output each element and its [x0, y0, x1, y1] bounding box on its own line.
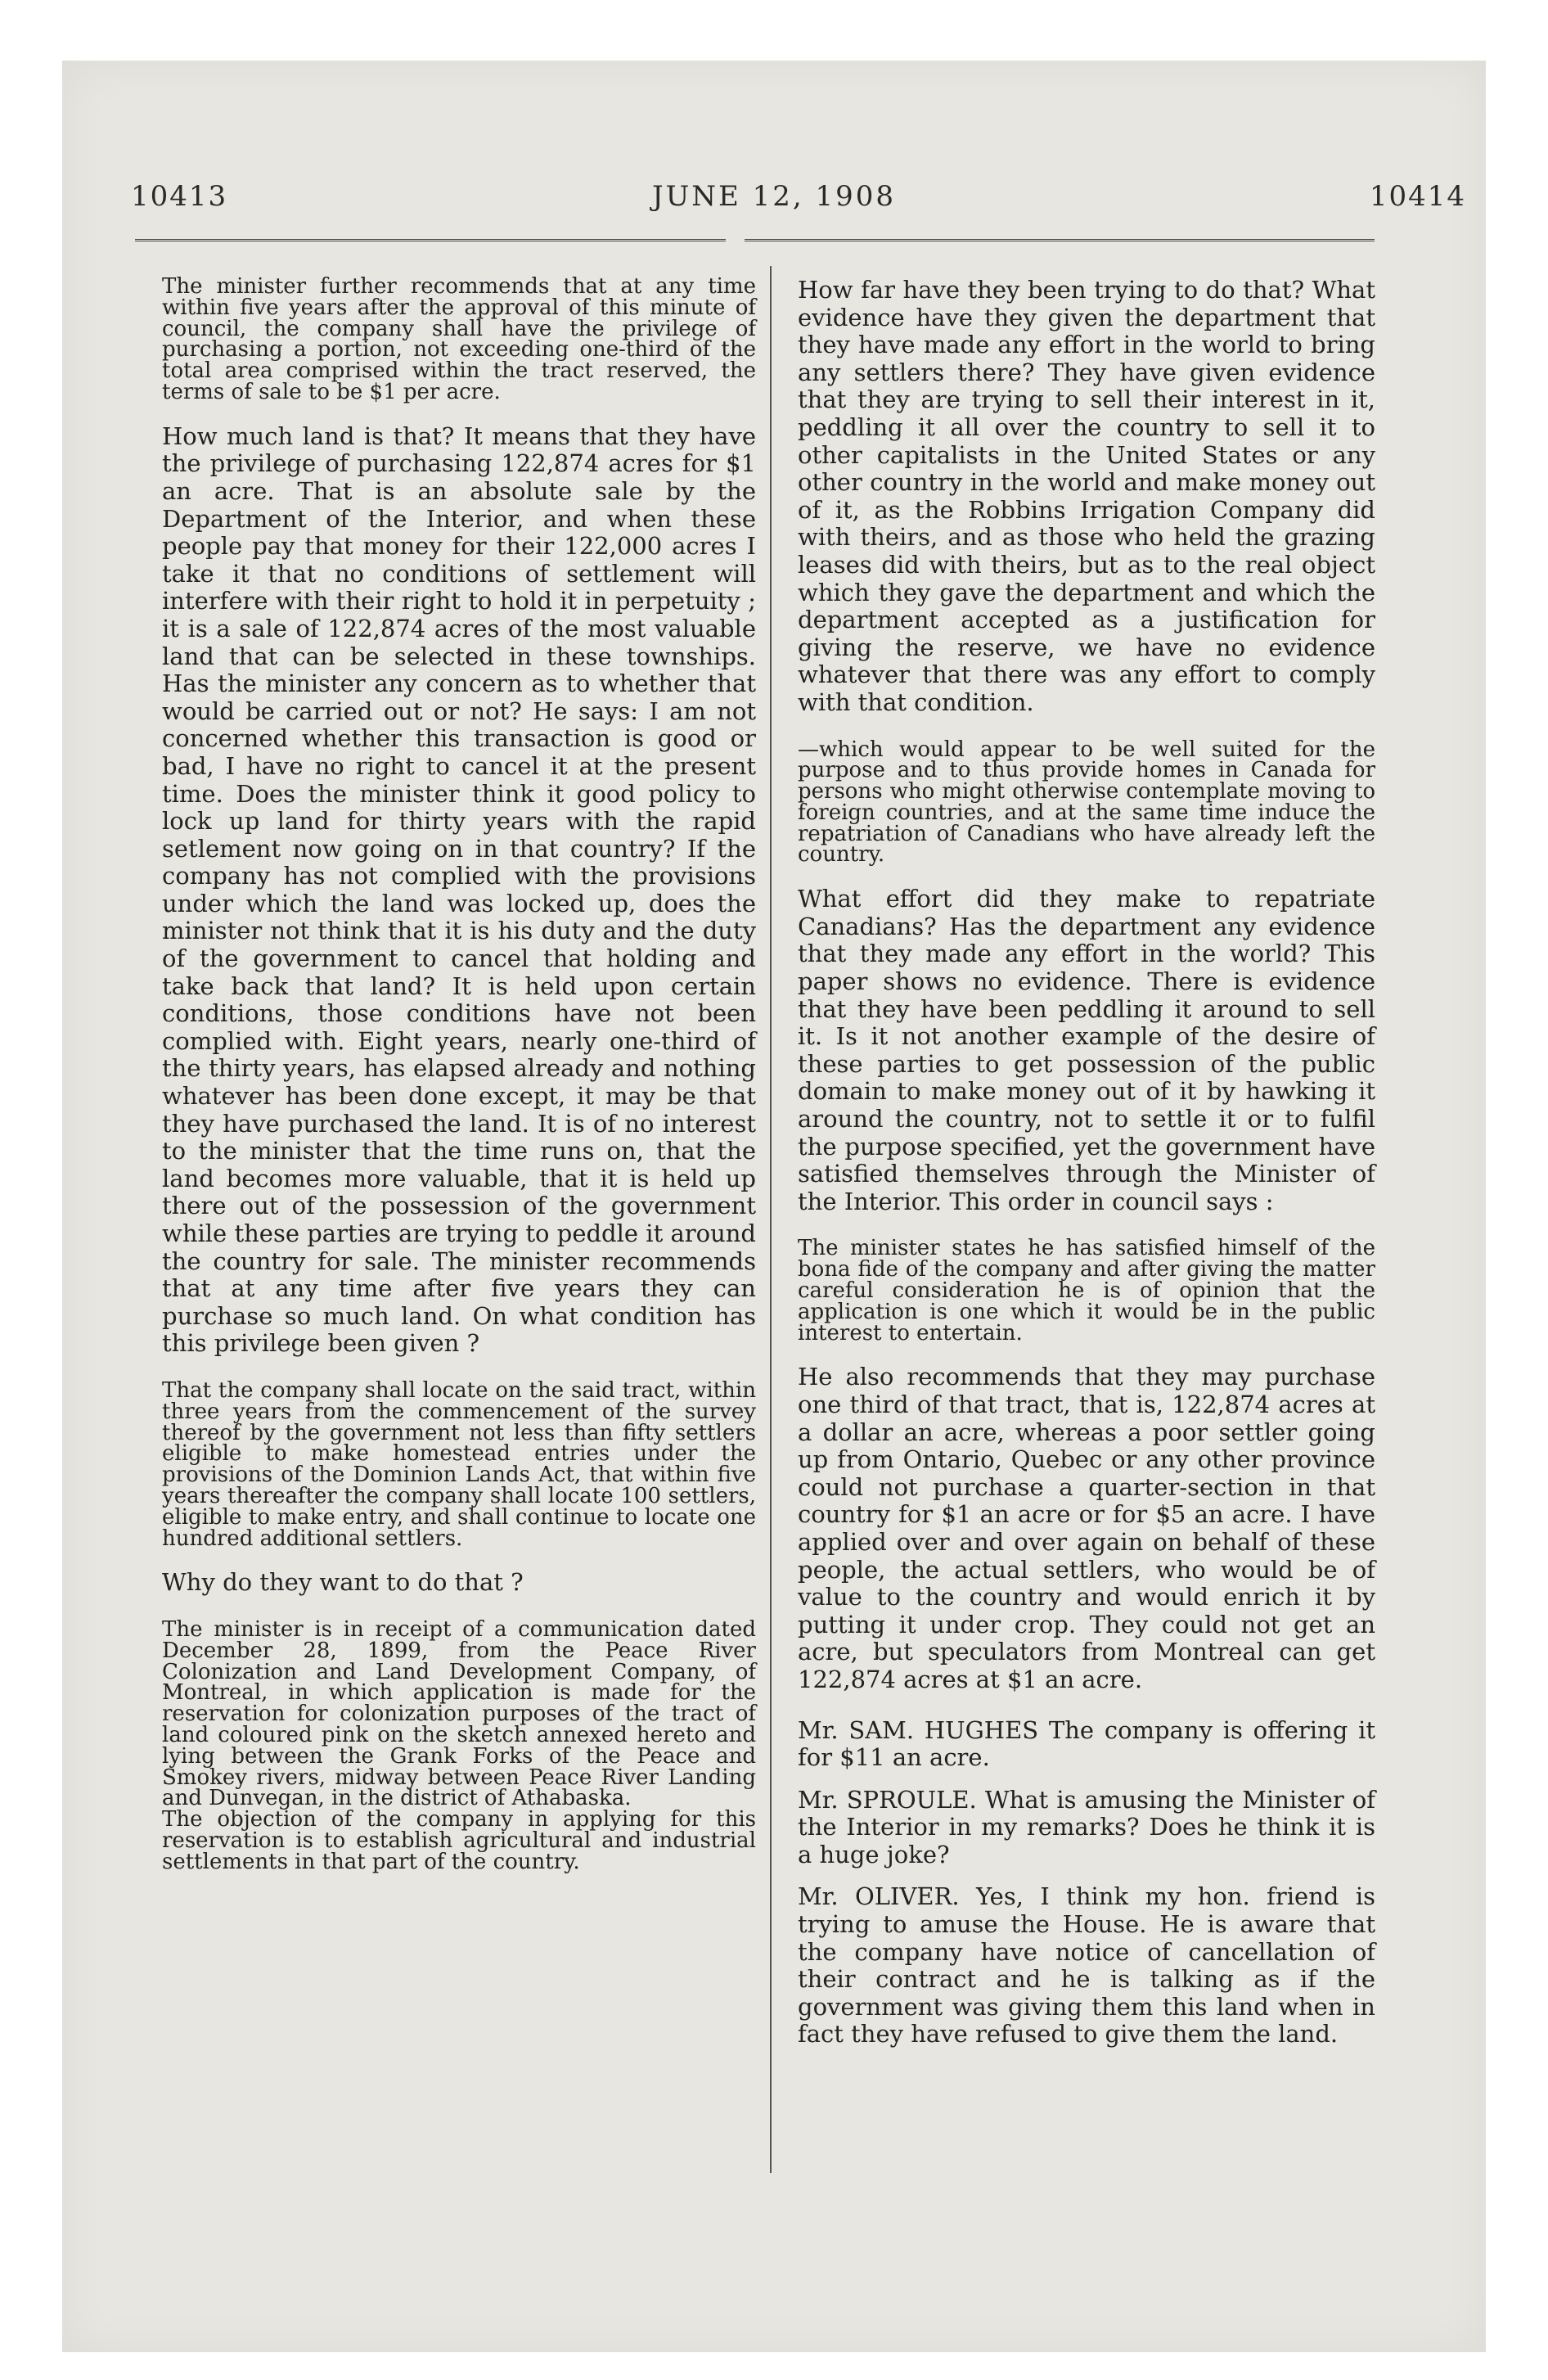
speaker-sproule: Mr. SPROULE. What is amusing the Minister of the Interior in my remarks? Does he think it is a huge joke? [798, 1785, 1375, 1868]
header-rule-right [745, 239, 1375, 245]
speaker-hughes: Mr. SAM. HUGHES The company is offering it for $11 an acre. [798, 1715, 1375, 1772]
quoted-conditions: That the company shall locate on the said tract, within three years from the commencement of the survey thereof by the government not less than fifty settlers eligible to make homestead entries under the provisions of the Dominion Lands Act, that within five years thereafter the company shall locate 100 settlers, eligible to make entry, and shall continue to locate one hundred additional settlers. [162, 1377, 756, 1551]
right-column [798, 277, 1375, 2071]
speech-paragraph: How much land is that? It means that they have the privilege of purchasing 122,874 acres for $1 an acre. That is an absolute sale by the Department of the Interior, and when these people pay that money for their 122,000 acres I take it that no conditions of settlement will interfere with their right to hold it in perpetuity ; it is a sale of 122,874 acres of the most valuable land that can be selected in these townships. Has the minister any concern as to whether that would be carried out or not? He says: I am not concerned whether this transaction is good or bad, I have no right to cancel it at the present time. Does the minister think it good policy to lock up land for thirty years with the rapid setlement now going on in that country? If the company has not complied with the provisions under which the land was locked up, does the minister not think that it is his duty and the duty of the government to cancel that holding and take back that land? It is held upon certain conditions, those conditions have not been complied with. Eight years, nearly one-third of the thirty years, has elapsed already and nothing whatever has been done except, it may be that they have purchased the land. It is of no interest to the minister that the time runs on, that the land becomes more valuable, that it is held up there out of the possession of the government while these parties are trying to peddle it around the country for sale. The minister recommends that at any time after five years they can purchase so much land. On what condition has this privilege been given ? [162, 421, 756, 1358]
quoted-communication: The minister is in receipt of a communication dated December 28, 1899, from the Peace River Colonization and Land Development Company, of Montreal, in which application is made for the reservation for colonization purposes of the tract of land coloured pink on the sketch annexed hereto and lying between the Grank Forks of the Peace and Smokey rivers, midway between Peace River Landing and Dunvegan, in the district of Athabaska. [162, 1616, 756, 1811]
speech-question: Why do they want to do that ? [162, 1568, 524, 1597]
quoted-order-in-council: The minister states he has satisfied himself of the bona fide of the company and after giving the matter careful consideration he is of opinion that the application is one which it would be in the public interest to entertain. [798, 1236, 1375, 1346]
page-number-left: 10413 [131, 180, 228, 213]
speaker-oliver: Mr. OLIVER. Yes, I think my hon. friend is trying to amuse the House. He is aware that the company have notice of cancellation of their contract and he is talking as if the government was giving them this land when in fact they have refused to give them the land. [798, 1882, 1375, 2049]
column-divider [770, 266, 772, 2173]
quoted-purpose: —which would appear to be well suited for the purpose and to thus provide homes in Canada for persons who might otherwise contemplate moving to foreign countries, and at the same time induce the repatriation of Canadians who have already left the country. [798, 737, 1375, 868]
speech-paragraph: How far have they been trying to do that? What evidence have they given the department that they have made any effort in the world to bring any settlers there? They have given evidence that they are trying to sell their interest in it, peddling it all over the country to sell it to other capitalists in the United States or any other country in the world and make money out of it, as the Robbins Irrigation Company did with theirs, and as those who held the grazing leases did with theirs, but as to the real object which they gave the department and which the department accepted as a justification for giving the reserve, we have no evidence whatever that there was any effort to comply with that condition. [798, 276, 1375, 716]
running-head-date: JUNE 12, 1908 [651, 180, 897, 213]
quoted-objection: The objection of the company in applying for this reservation is to establish agricultural and industrial settlements in that part of the country. [162, 1807, 756, 1874]
quoted-recommendation: The minister further recommends that at any time within five years after the approval of this minute of council, the company shall have the privilege of purchasing a portion, not exceeding one-third of the total area comprised within the tract reserved, the terms of sale to be $1 per acre. [162, 274, 756, 404]
header-rule-left [135, 239, 726, 245]
page-number-right: 10414 [1369, 180, 1466, 213]
left-column [162, 274, 756, 1893]
speech-paragraph: What effort did they make to repatriate Canadians? Has the department any evidence that they made any effort in the world? This paper shows no evidence. There is evidence that they have been peddling it around to sell it. Is it not another example of the desire of these parties to get possession of the public domain to make money out of it by hawking it around the country, not to settle it or to fulfil the purpose specified, yet the government have satisfied themselves through the Minister of the Interior. This order in council says : [798, 885, 1375, 1215]
speech-paragraph: He also recommends that they may purchase one third of that tract, that is, 122,874 acres at a dollar an acre, whereas a poor settler going up from Ontario, Quebec or any other province could not purchase a quarter-section in that country for $1 an acre or for $5 an acre. I have applied over and over again on behalf of these people, the actual settlers, who would be of value to the country and would enrich it by putting it under crop. They could not get an acre, but speculators from Montreal can get 122,874 acres at $1 an acre. [798, 1363, 1375, 1693]
